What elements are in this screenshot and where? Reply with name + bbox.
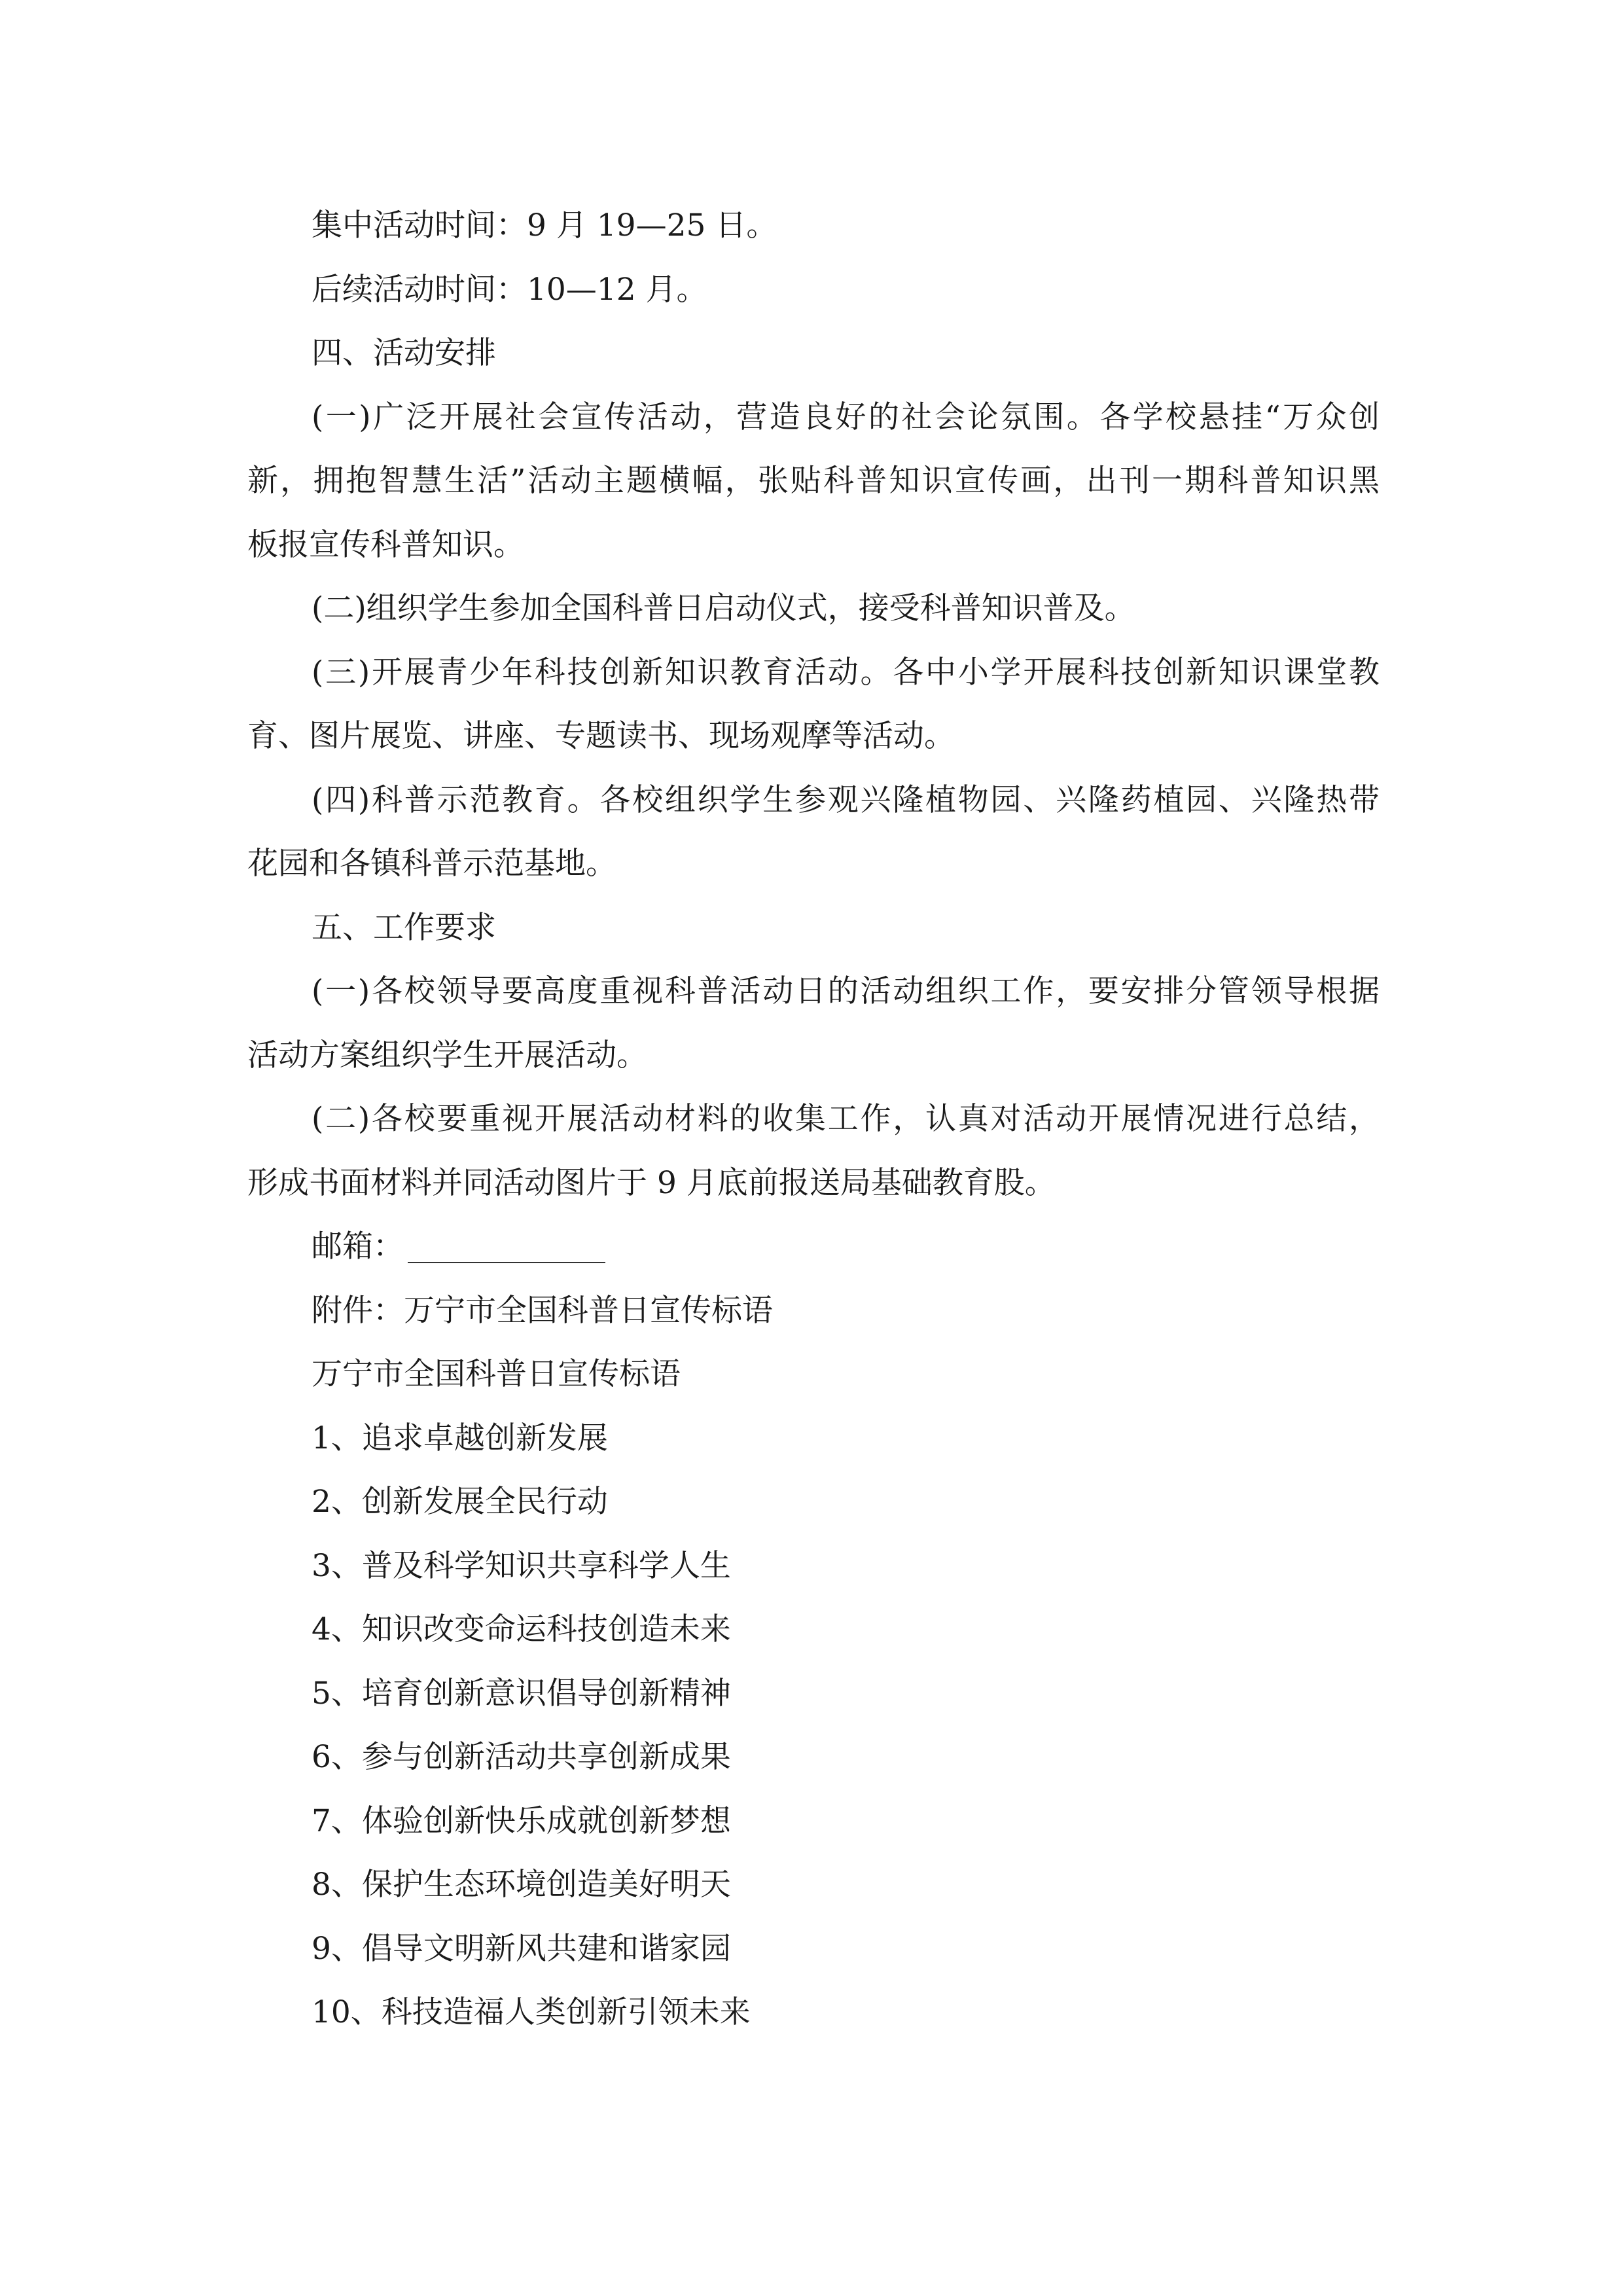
text-line: 花园和各镇科普示范基地。 (247, 846, 616, 882)
text-line: 活动方案组织学生开展活动。 (247, 1037, 647, 1073)
text-line: (一)广泛开展社会宣传活动，营造良好的社会论氛围。各学校悬挂“万众创 (312, 399, 1380, 435)
text-line: 形成书面材料并同活动图片于 9 月底前报送局基础教育股。 (247, 1164, 1056, 1201)
slogan-item: 6、参与创新活动共享创新成果 (312, 1739, 731, 1775)
text-line: (二)组织学生参加全国科普日启动仪式，接受科普知识普及。 (312, 590, 1135, 626)
slogan-item: 4、知识改变命运科技创造未来 (312, 1611, 731, 1647)
slogan-item: 7、体验创新快乐成就创新梦想 (312, 1803, 731, 1839)
slogan-item: 8、保护生态环境创造美好明天 (312, 1867, 731, 1903)
email-label: 邮箱： (312, 1229, 404, 1265)
text-line: (四)科普示范教育。各校组织学生参观兴隆植物园、兴隆药植园、兴隆热带 (312, 781, 1380, 818)
text-line: 新，拥抱智慧生活”活动主题横幅，张贴科普知识宣传画，出刊一期科普知识黑 (247, 463, 1380, 499)
section-heading: 四、活动安排 (312, 335, 496, 371)
text-line: (一)各校领导要高度重视科普活动日的活动组织工作，要安排分管领导根据 (312, 973, 1380, 1009)
text-line: 集中活动时间：9 月 19—25 日。 (312, 207, 777, 243)
email-blank (408, 1231, 605, 1263)
text-line: 育、图片展览、讲座、专题读书、现场观摩等活动。 (247, 718, 955, 754)
slogan-item: 1、追求卓越创新发展 (312, 1420, 608, 1456)
text-line: (三)开展青少年科技创新知识教育活动。各中小学开展科技创新知识课堂教 (312, 654, 1380, 691)
text-line: 后续活动时间：10—12 月。 (312, 271, 707, 308)
text-line: (二)各校要重视开展活动材料的收集工作，认真对活动开展情况进行总结， (312, 1101, 1380, 1137)
slogan-item: 10、科技造福人类创新引领未来 (312, 1994, 751, 2030)
email-line (247, 1215, 1380, 1279)
attachment-line: 附件：万宁市全国科普日宣传标语 (312, 1292, 773, 1329)
section-heading: 五、工作要求 (312, 909, 496, 946)
slogan-item: 5、培育创新意识倡导创新精神 (312, 1675, 731, 1712)
slogans-title: 万宁市全国科普日宣传标语 (312, 1356, 681, 1392)
text-line: 板报宣传科普知识。 (247, 526, 524, 563)
slogan-item: 2、创新发展全民行动 (312, 1484, 608, 1520)
document-body (247, 194, 1380, 2045)
slogan-item: 3、普及科学知识共享科学人生 (312, 1547, 731, 1584)
slogan-item: 9、倡导文明新风共建和谐家园 (312, 1930, 731, 1967)
